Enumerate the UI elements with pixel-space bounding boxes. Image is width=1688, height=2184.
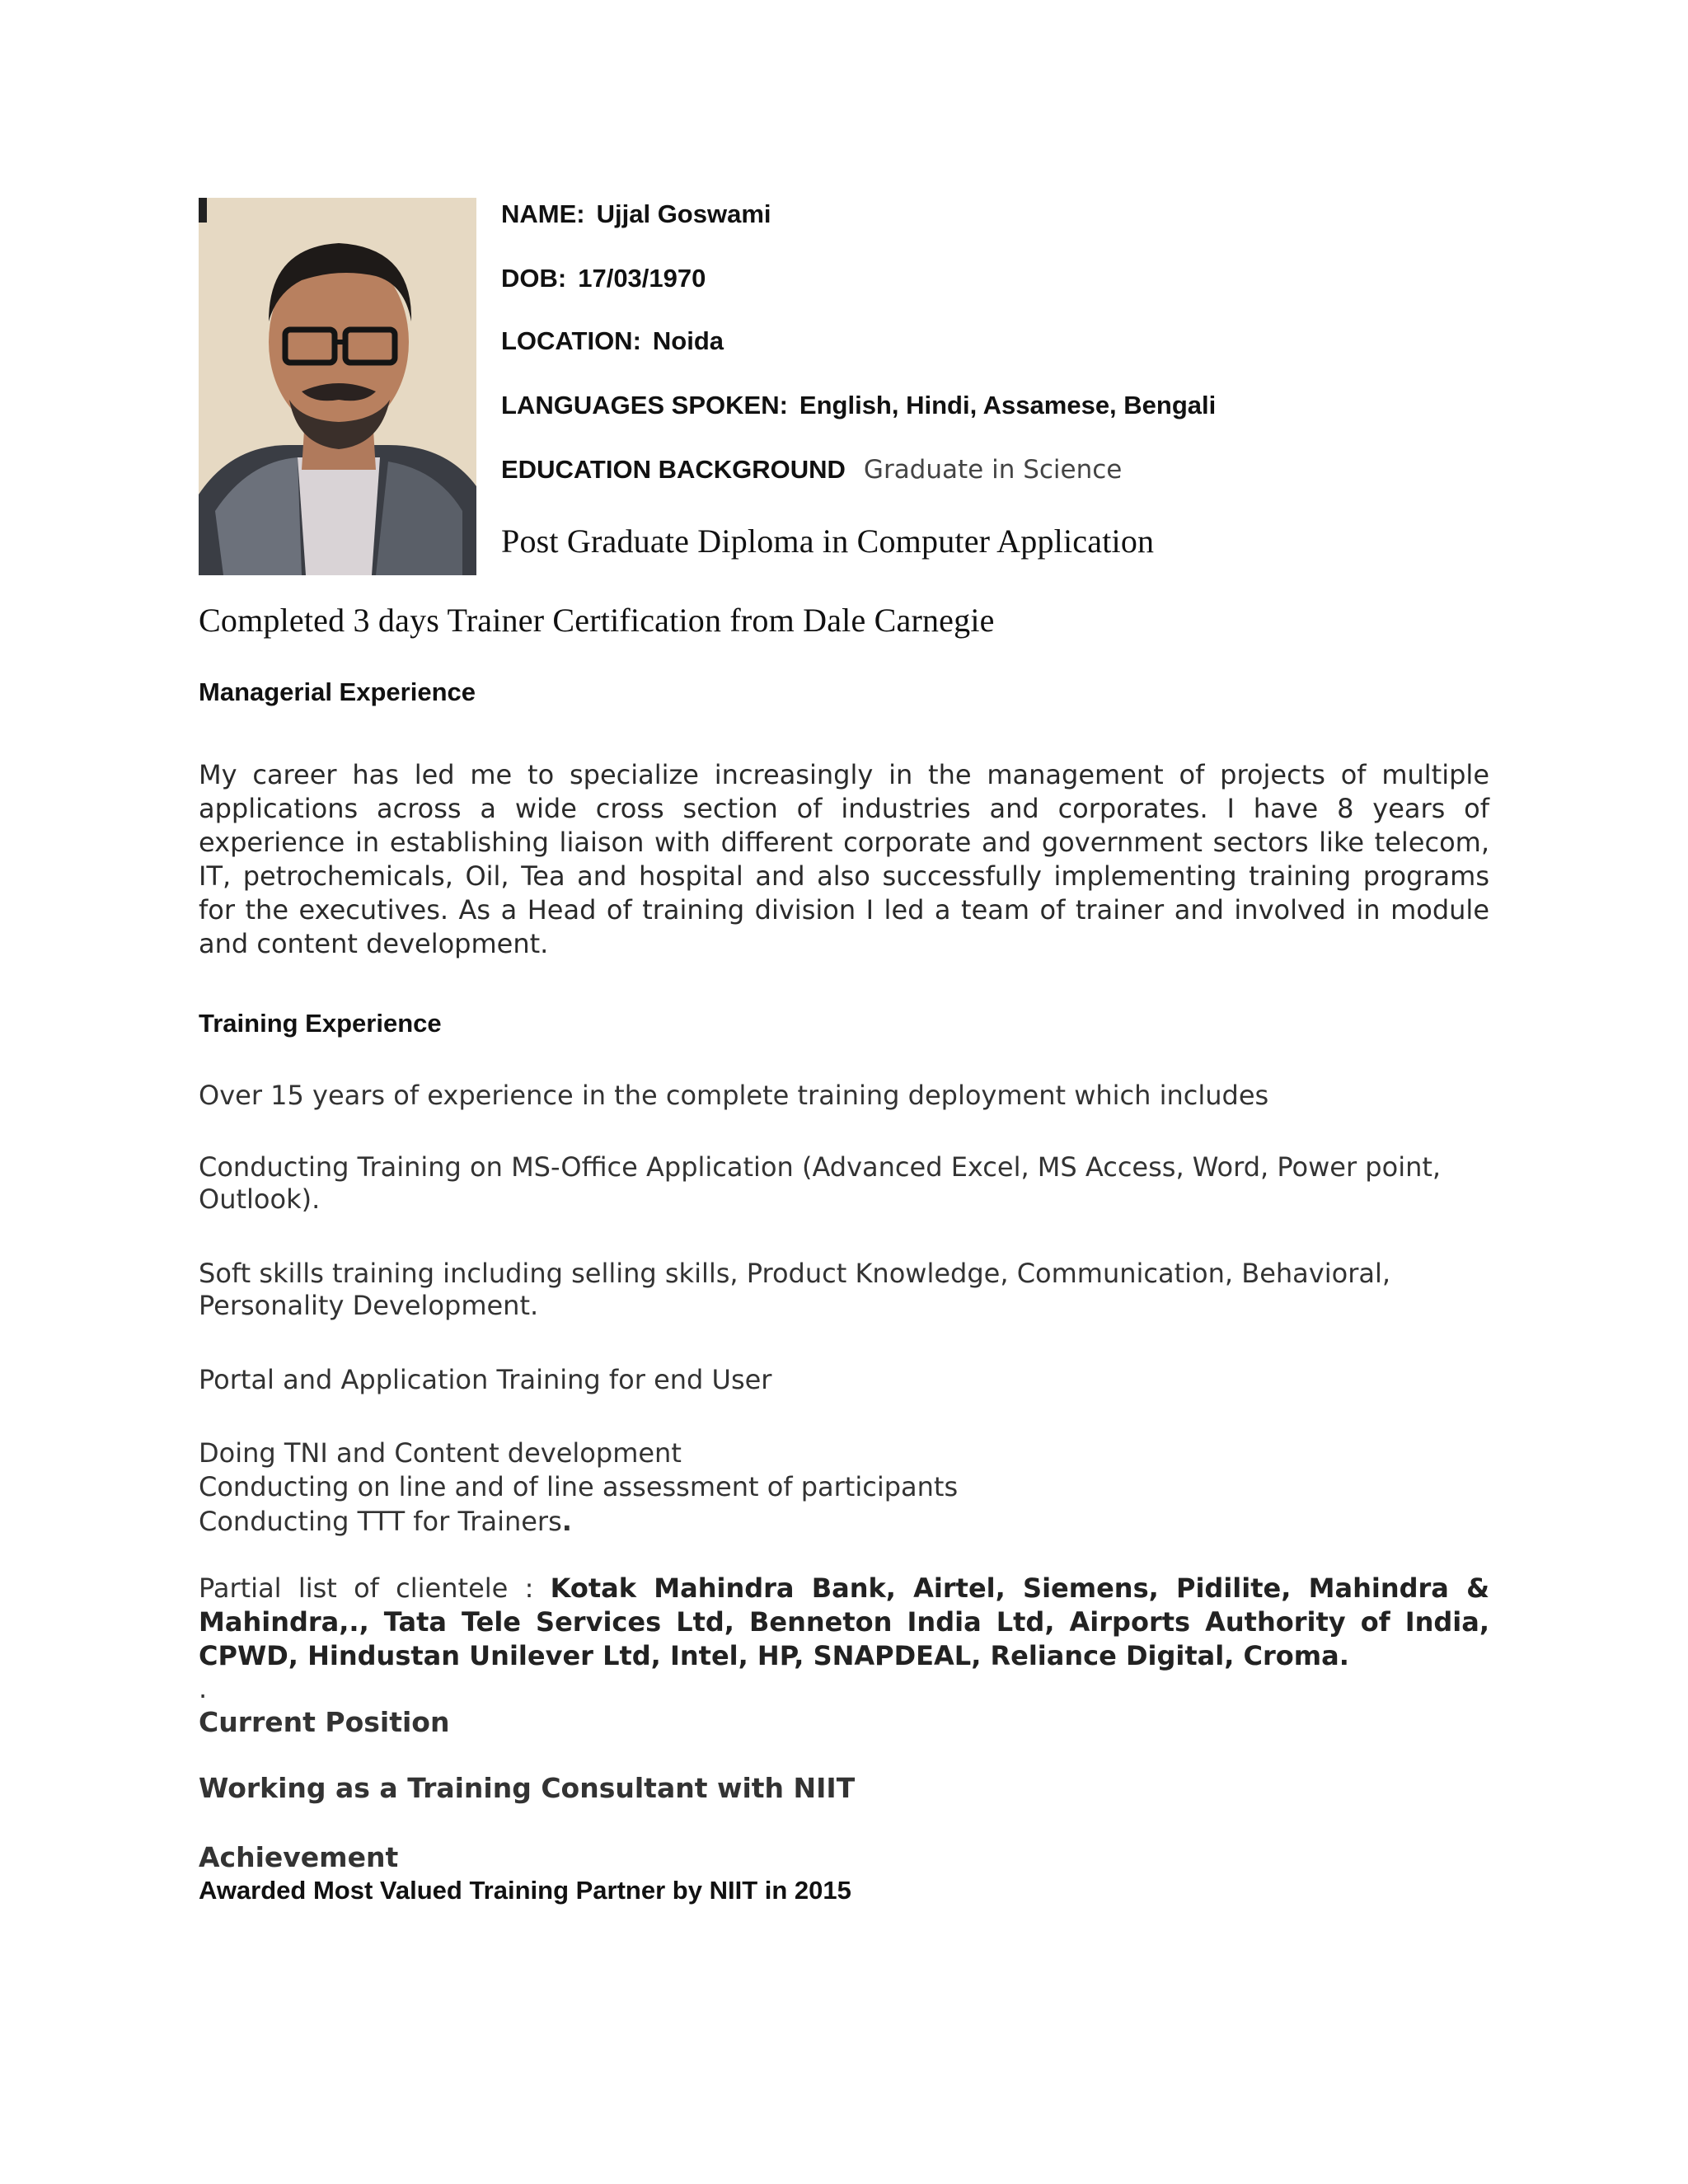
location-value: Noida [652, 326, 724, 355]
dob-line [501, 264, 706, 293]
dob-label: DOB: [501, 264, 567, 293]
current-position-heading: Current Position [199, 1706, 450, 1738]
education-label: EDUCATION BACKGROUND [501, 455, 846, 484]
training-intro: Over 15 years of experience in the complete training deployment which includes [199, 1080, 1269, 1111]
current-position-text: Working as a Training Consultant with NIIT [199, 1772, 856, 1804]
clientele-label: Partial list of clientele : [199, 1572, 534, 1604]
education-pg: Post Graduate Diploma in Computer Application [501, 523, 1155, 560]
training-item-ttt-dot: . [561, 1506, 572, 1537]
certification: Completed 3 days Trainer Certification from Dale Carnegie [199, 602, 995, 639]
clientele-list: Kotak Mahindra Bank, Airtel, Siemens, Pidilite, Mahindra & Mahindra,., Tata Tele Services Ltd, Benneton India Ltd, Airports Authority of India, CPWD, Hindustan Unilever Ltd, Intel, HP, SNAPDEAL, Reliance Digital, Croma. [199, 1572, 1490, 1671]
location-line [501, 326, 724, 356]
education-line [501, 455, 1122, 485]
training-item-ttt-text: Conducting TTT for Trainers [199, 1506, 562, 1537]
dob-value: 17/03/1970 [578, 264, 706, 293]
training-item-assessment: Conducting on line and of line assessment of participants [199, 1471, 959, 1502]
managerial-heading: Managerial Experience [199, 677, 476, 706]
education-value: Graduate in Science [863, 455, 1123, 485]
clientele-paragraph [199, 1572, 1489, 1673]
training-heading: Training Experience [199, 1009, 442, 1038]
name-line [501, 199, 771, 229]
languages-value: English, Hindi, Assamese, Bengali [799, 391, 1217, 419]
achievement-heading: Achievement [199, 1841, 399, 1873]
location-label: LOCATION: [501, 326, 641, 355]
languages-line [501, 391, 1216, 420]
name-label: NAME: [501, 199, 585, 228]
name-value: Ujjal Goswami [596, 199, 771, 228]
languages-label: LANGUAGES SPOKEN: [501, 391, 788, 419]
training-item-ttt [199, 1506, 572, 1537]
training-item-ms-office: Conducting Training on MS-Office Application (Advanced Excel, MS Access, Word, Power point, Outlook). [199, 1151, 1442, 1215]
achievement-text: Awarded Most Valued Training Partner by NIIT in 2015 [199, 1876, 851, 1905]
profile-photo [199, 198, 476, 575]
training-item-soft-skills: Soft skills training including selling skills, Product Knowledge, Communication, Behavioral, Personality Development. [199, 1258, 1391, 1321]
training-item-tni: Doing TNI and Content development [199, 1437, 682, 1469]
managerial-text: My career has led me to specialize increasingly in the management of projects of multiple applications across a wide cross section of industries and corporates. I have 8 years of experience in establishing liaison with different corporate and government sectors like telecom, IT, petrochemicals, Oil, Tea and hospital and also successfully implementing training programs for the executives. As a Head of training division I led a team of trainer and involved in module and content development. [199, 759, 1489, 959]
clientele-trailing-dot: . [199, 1673, 208, 1704]
training-item-portal: Portal and Application Training for end User [199, 1364, 772, 1395]
